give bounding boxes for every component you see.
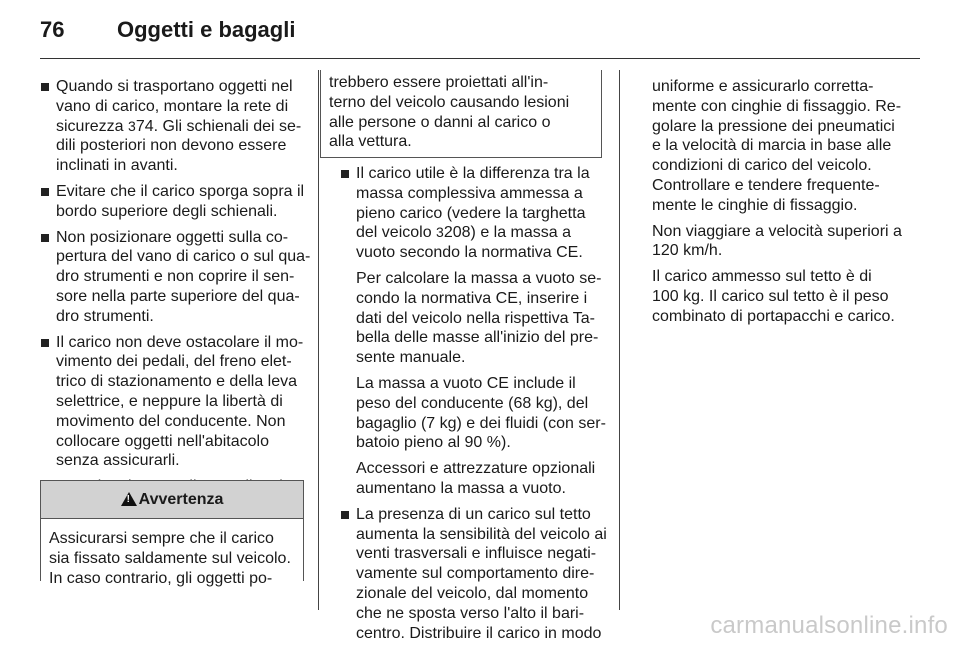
column-divider-2 (619, 70, 620, 610)
bullet-item: La presenza di un carico sul tetto aumenta la sensibilità del veicolo ai venti trasversali e influisce negati- vamente sul comportamento dire- zionale del veicolo, dal momento che ne sposta verso l'alto il bari- centro. Distribuire il carico in modo (340, 505, 612, 644)
chapter-title: Oggetti e bagagli (117, 17, 296, 42)
watermark: carmanualsonline.info (710, 612, 948, 639)
paragraph: Il carico ammesso sul tetto è di 100 kg. Il carico sul tetto è il peso combinato di portapacchi e carico. (652, 268, 895, 325)
page-reference-icon[interactable]: 3 (436, 224, 444, 241)
warning-box (40, 480, 304, 587)
bullet-square-icon (41, 234, 49, 242)
bullet-item: Evitare che il carico sporga sopra il bordo superiore degli schienali. (40, 182, 310, 222)
bullet-square-icon (41, 83, 49, 91)
page-number: 76 (40, 17, 65, 42)
column-1 (40, 77, 310, 523)
warning-box-continued (320, 70, 602, 158)
paragraph: Non viaggiare a velocità superiori a 120 km/h. (652, 222, 902, 260)
bullet-square-icon (41, 339, 49, 347)
bullet-square-icon (341, 511, 349, 519)
bullet-square-icon (341, 170, 349, 178)
bullet-item: Non posizionare oggetti sulla co- pertura del vano di carico o sul qua- dro strumenti e non coprire il sen- sore nella parte superiore del qua- dro strumenti. (40, 228, 310, 327)
paragraph: Per calcolare la massa a vuoto se- condo la normativa CE, inserire i dati del veicolo nella rispettiva Ta- bella delle masse all'inizio del pre- sente manuale. (356, 269, 602, 367)
warning-title: Avvertenza (138, 490, 224, 508)
bullet-item: Quando si trasportano oggetti nel vano di carico, montare la rete di sicurezza 374. Gli schienali dei se- dili posteriori non devono essere inclinati in avanti. (40, 77, 310, 176)
warning-body-continued: trebbero essere proiettati all'in- terno del veicolo causando lesioni alle persone o danni al carico o alla vettura. (329, 74, 570, 151)
paragraph: La massa a vuoto CE include il peso del conducente (68 kg), del bagaglio (7 kg) e dei fluidi (con ser- batoio pieno al 90 %). (356, 374, 606, 452)
page-reference-icon[interactable]: 3 (128, 117, 136, 134)
header-rule (40, 58, 920, 59)
warning-body: Assicurarsi sempre che il carico sia fissato saldamente sul veicolo. In caso contrario, gli oggetti po- (49, 530, 291, 587)
bullet-item: Il carico non deve ostacolare il mo- vimento dei pedali, del freno elet- trico di stazionamento e della leva selettrice, e neppure la libertà di movimento del conducente. Non collocare oggetti nell'abitacolo senza assicurarli. (40, 333, 310, 472)
warning-header (41, 481, 303, 519)
page-header (0, 0, 960, 60)
column-2 (340, 164, 612, 649)
warning-triangle-icon (121, 492, 137, 506)
bullet-item: Il carico utile è la differenza tra la massa complessiva ammessa a pieno carico (vedere la targhetta del veicolo 3208) e la massa a vuoto secondo la normativa CE. (340, 164, 612, 263)
paragraph: Accessori e attrezzature opzionali aumentano la massa a vuoto. (356, 460, 596, 497)
column-3 (652, 77, 952, 333)
bullet-square-icon (41, 188, 49, 196)
column-divider-1 (318, 70, 319, 610)
paragraph: uniforme e assicurarlo corretta- mente con cinghie di fissaggio. Re- golare la pressione dei pneumatici e la velocità di marcia in base alle condizioni di carico del veicolo. Controllare e tendere frequente- mente le cinghie di fissaggio. (652, 78, 902, 214)
